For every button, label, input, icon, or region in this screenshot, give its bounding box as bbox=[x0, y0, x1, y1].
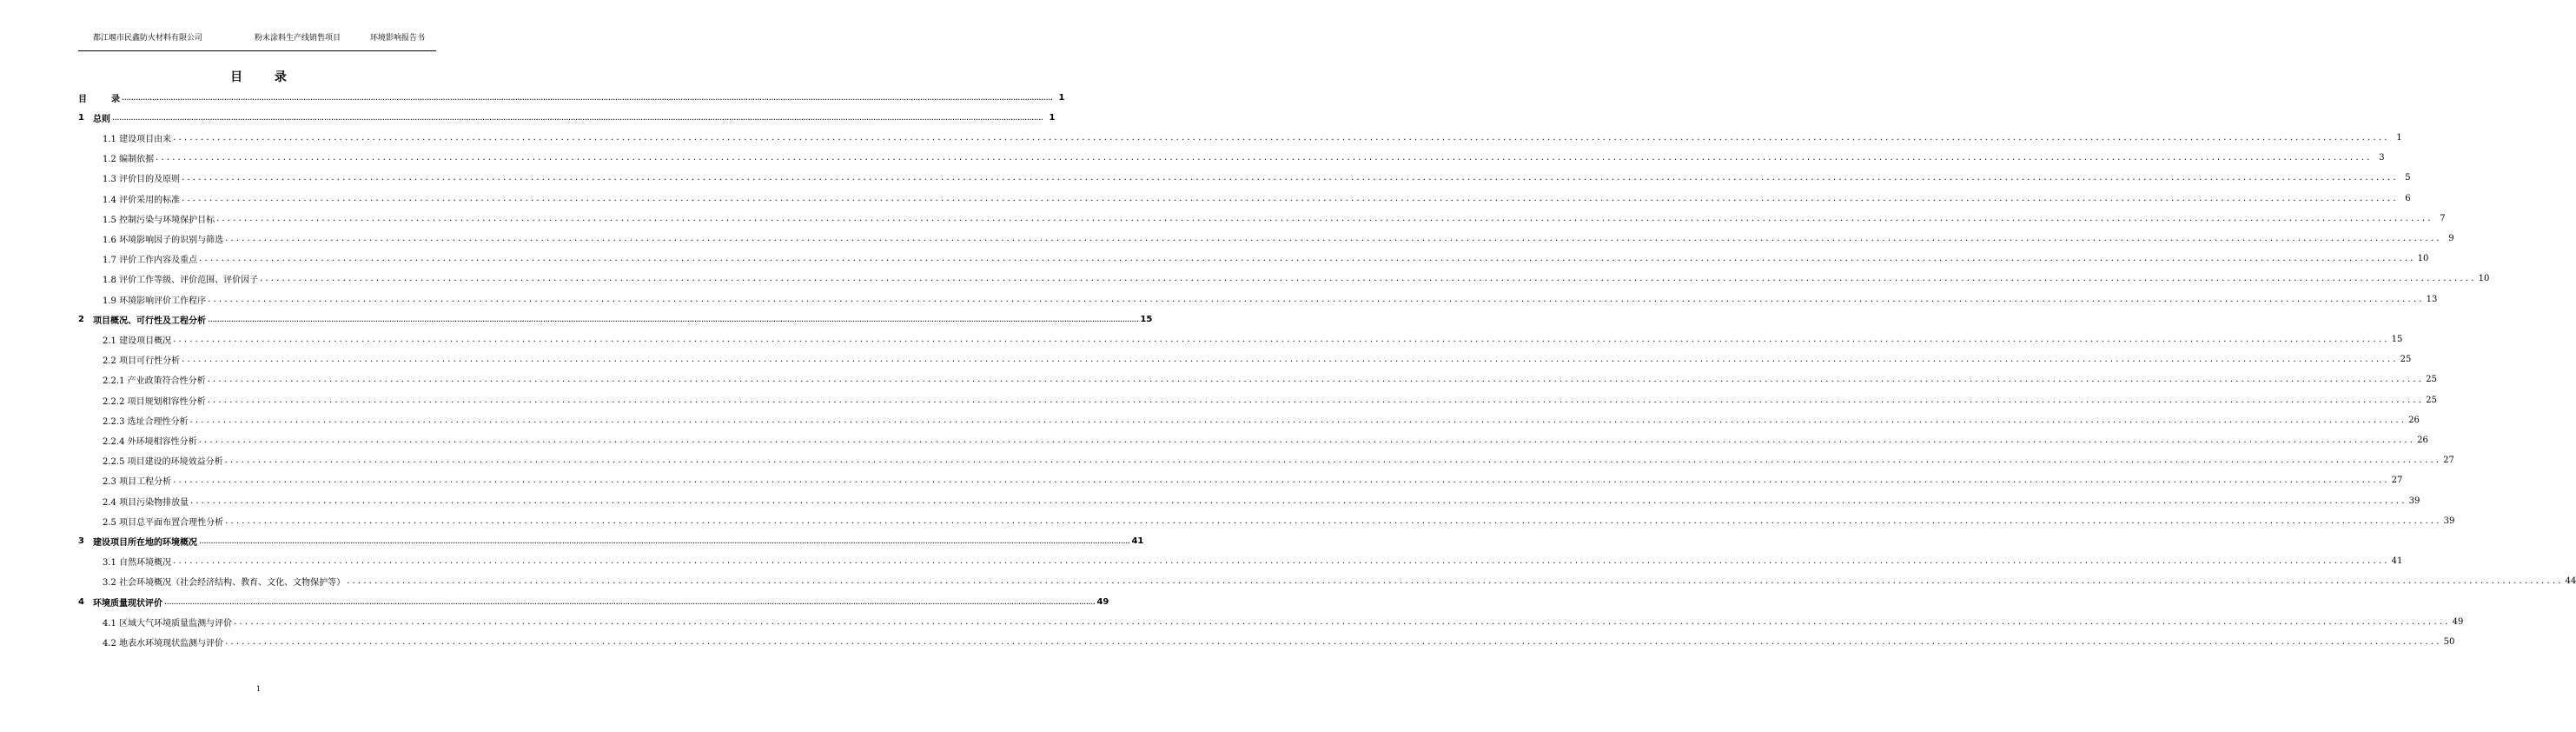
toc-leader-dots: ................................................................................................................................................................................................................................................................................................................................................................................................................ bbox=[208, 294, 2425, 304]
toc-leader-dots: ................................................................................................................................................................................................................................................................................................................................................................................................................ bbox=[173, 132, 2390, 143]
toc-entry[interactable] bbox=[78, 312, 1153, 326]
header-rule bbox=[78, 50, 436, 51]
toc-leader-dots: ................................................................................................................................................................................................................................................................................................................................................................................................................ bbox=[225, 636, 2442, 647]
toc-leader-dots: ................................................................................................................................................................................................................................................................................................................................................................................................................ bbox=[122, 92, 1053, 103]
toc-entry[interactable] bbox=[78, 130, 2402, 144]
toc-entry-page: 25 bbox=[2400, 355, 2412, 365]
toc-entry-page: 15 bbox=[1140, 314, 1153, 324]
toc-leader-dots: ................................................................................................................................................................................................................................................................................................................................................................................................................ bbox=[182, 173, 2399, 183]
toc-entry-page: 44 bbox=[2565, 576, 2576, 587]
toc-entry-page: 10 bbox=[2478, 274, 2490, 284]
toc-entry-label: 2.2 项目可行性分析 bbox=[103, 356, 181, 367]
toc-entry-label: 1.1 建设项目由来 bbox=[103, 134, 172, 144]
toc-leader-dots: ................................................................................................................................................................................................................................................................................................................................................................................................................ bbox=[207, 395, 2425, 405]
toc-entry[interactable] bbox=[78, 373, 2437, 387]
toc-entry[interactable] bbox=[78, 393, 2437, 407]
toc-title: 目 录 bbox=[230, 70, 301, 84]
toc-entry-label: 2.2.5 项目建设的环境效益分析 bbox=[103, 457, 223, 468]
toc-entry-page: 13 bbox=[2426, 294, 2438, 304]
toc-entry[interactable] bbox=[78, 454, 2454, 468]
toc-entry-label: 2.1 建设项目概况 bbox=[103, 336, 172, 346]
toc-leader-dots: ................................................................................................................................................................................................................................................................................................................................................................................................................ bbox=[207, 314, 1139, 324]
toc-leader-dots: ................................................................................................................................................................................................................................................................................................................................................................................................................ bbox=[207, 375, 2425, 385]
toc-leader-dots: ................................................................................................................................................................................................................................................................................................................................................................................................................ bbox=[224, 456, 2442, 466]
toc-entry-number: 1 bbox=[78, 112, 84, 123]
toc-entry-number: 3 bbox=[78, 536, 84, 546]
toc-entry[interactable] bbox=[78, 514, 2455, 528]
toc-entry-label: 1.3 评价目的及原则 bbox=[103, 175, 181, 185]
toc-entry[interactable] bbox=[78, 332, 2403, 346]
toc-entry-page: 1 bbox=[2396, 132, 2402, 143]
toc-entry-number: 目 bbox=[78, 94, 87, 104]
toc-leader-dots: ................................................................................................................................................................................................................................................................................................................................................................................................................ bbox=[173, 476, 2390, 486]
toc-leader-dots: ................................................................................................................................................................................................................................................................................................................................................................................................................ bbox=[190, 496, 2407, 506]
toc-entry[interactable] bbox=[78, 110, 1056, 124]
toc-entry[interactable] bbox=[78, 534, 1144, 548]
toc-leader-dots: ................................................................................................................................................................................................................................................................................................................................................................................................................ bbox=[189, 415, 2407, 425]
toc-entry-label: 2.4 项目污染物排放量 bbox=[103, 497, 189, 508]
toc-entry-page: 7 bbox=[2440, 213, 2446, 223]
toc-leader-dots: ................................................................................................................................................................................................................................................................................................................................................................................................................ bbox=[199, 254, 2416, 264]
toc-leader-dots: ................................................................................................................................................................................................................................................................................................................................................................................................................ bbox=[225, 233, 2442, 243]
header-company: 都江堰市民鑫防火材料有限公司 bbox=[93, 34, 203, 43]
toc-entry[interactable] bbox=[78, 555, 2403, 569]
toc-entry[interactable] bbox=[78, 494, 2420, 508]
toc-entry-page: 15 bbox=[2391, 334, 2403, 344]
toc-leader-dots: ................................................................................................................................................................................................................................................................................................................................................................................................................ bbox=[111, 112, 1043, 123]
toc-entry[interactable] bbox=[78, 595, 1109, 609]
toc-entry-label: 4.2 地表水环境现状监测与评价 bbox=[103, 638, 224, 649]
toc-entry[interactable] bbox=[78, 252, 2429, 266]
toc-entry[interactable] bbox=[78, 635, 2455, 649]
toc-leader-dots: ................................................................................................................................................................................................................................................................................................................................................................................................................ bbox=[182, 355, 2399, 365]
page-number: 1 bbox=[255, 685, 262, 693]
toc-entry-label: 2.2.3 选址合理性分析 bbox=[103, 416, 189, 427]
toc-entry[interactable] bbox=[78, 575, 2576, 589]
toc-leader-dots: ................................................................................................................................................................................................................................................................................................................................................................................................................ bbox=[156, 153, 2373, 163]
toc-entry[interactable] bbox=[78, 474, 2403, 488]
page-header bbox=[78, 31, 436, 43]
toc-entry[interactable] bbox=[78, 353, 2412, 367]
toc-entry-page: 27 bbox=[2391, 476, 2403, 486]
toc-entry-label: 1.5 控制污染与环境保护目标 bbox=[103, 215, 215, 225]
toc-entry-page: 9 bbox=[2448, 233, 2454, 243]
toc-entry-label: 2.2.4 外环境相容性分析 bbox=[103, 436, 197, 447]
toc-leader-dots: ................................................................................................................................................................................................................................................................................................................................................................................................................ bbox=[198, 536, 1130, 546]
toc-entry-page: 5 bbox=[2405, 173, 2411, 183]
toc-leader-dots: ................................................................................................................................................................................................................................................................................................................................................................................................................ bbox=[173, 334, 2390, 344]
toc-entry-number: 4 bbox=[78, 596, 84, 607]
toc-entry-label: 3.2 社会环境概况（社会经济结构、教育、文化、文物保护等） bbox=[103, 578, 346, 589]
toc-entry[interactable] bbox=[78, 615, 2464, 629]
toc-entry-page: 25 bbox=[2426, 375, 2437, 385]
toc-leader-dots: ................................................................................................................................................................................................................................................................................................................................................................................................................ bbox=[182, 193, 2399, 203]
toc-entry-label: 1.7 评价工作内容及重点 bbox=[103, 256, 198, 266]
toc-entry-page: 10 bbox=[2417, 254, 2429, 264]
toc-entry[interactable] bbox=[78, 191, 2411, 205]
toc-leader-dots: ................................................................................................................................................................................................................................................................................................................................................................................................................ bbox=[225, 516, 2442, 526]
toc-entry-label: 建设项目所在地的环境概况 bbox=[92, 537, 197, 548]
toc-entry[interactable] bbox=[78, 231, 2454, 245]
toc-entry-page: 27 bbox=[2443, 456, 2454, 466]
toc-entry-label: 1.8 评价工作等级、评价范围、评价因子 bbox=[103, 276, 259, 286]
toc-leader-dots: ................................................................................................................................................................................................................................................................................................................................................................................................................ bbox=[234, 616, 2451, 627]
toc-entry-page: 49 bbox=[1096, 596, 1109, 607]
toc-entry-label: 录 bbox=[111, 94, 120, 104]
toc-entry-page: 39 bbox=[2443, 516, 2455, 526]
toc-leader-dots: ................................................................................................................................................................................................................................................................................................................................................................................................................ bbox=[163, 596, 1096, 607]
toc-entry-label: 1.9 环境影响评价工作程序 bbox=[103, 296, 207, 306]
toc-entry-label: 2.2.2 项目规划相容性分析 bbox=[103, 396, 206, 407]
toc-entry-page: 41 bbox=[2391, 556, 2403, 567]
toc-entry-page: 3 bbox=[2379, 153, 2385, 163]
toc-entry[interactable] bbox=[78, 90, 1065, 104]
toc-entry-page: 41 bbox=[1131, 536, 1144, 546]
toc-entry-page: 1 bbox=[1058, 92, 1065, 103]
toc-entry[interactable] bbox=[78, 151, 2385, 165]
toc-entry-page: 26 bbox=[2408, 415, 2420, 425]
toc-entry-label: 1.2 编制依据 bbox=[103, 155, 155, 165]
toc-entry-page: 6 bbox=[2405, 193, 2411, 203]
toc-entry[interactable] bbox=[78, 433, 2428, 447]
toc-entry-number: 2 bbox=[78, 314, 84, 324]
toc-entry[interactable] bbox=[78, 211, 2446, 225]
toc-entry-label: 2.3 项目工程分析 bbox=[103, 477, 172, 488]
toc-entry-page: 26 bbox=[2417, 435, 2428, 445]
toc-entry-page: 39 bbox=[2408, 496, 2420, 506]
toc-entry-label: 1.6 环境影响因子的识别与筛选 bbox=[103, 235, 224, 245]
toc-entry-page: 25 bbox=[2426, 395, 2437, 405]
toc-entry-label: 环境质量现状评价 bbox=[92, 598, 162, 609]
toc-leader-dots: ................................................................................................................................................................................................................................................................................................................................................................................................................ bbox=[260, 274, 2477, 284]
toc-entry[interactable] bbox=[78, 272, 2490, 286]
toc-entry-label: 总则 bbox=[92, 114, 110, 124]
toc-entry-page: 49 bbox=[2452, 616, 2464, 627]
toc-entry-label: 4.1 区域大气环境质量监测与评价 bbox=[103, 618, 233, 629]
toc-leader-dots: ................................................................................................................................................................................................................................................................................................................................................................................................................ bbox=[198, 435, 2416, 445]
toc-leader-dots: ................................................................................................................................................................................................................................................................................................................................................................................................................ bbox=[347, 576, 2564, 587]
toc-entry-page: 50 bbox=[2443, 636, 2455, 647]
toc-entry[interactable] bbox=[78, 292, 2438, 306]
toc-leader-dots: ................................................................................................................................................................................................................................................................................................................................................................................................................ bbox=[173, 556, 2390, 567]
header-project: 粉末涂料生产线销售项目 bbox=[255, 34, 341, 43]
toc-entry-label: 项目概况、可行性及工程分析 bbox=[92, 316, 206, 326]
header-doc-type: 环境影响报告书 bbox=[370, 34, 426, 43]
toc-entry[interactable] bbox=[78, 413, 2420, 427]
toc-entry[interactable] bbox=[78, 171, 2411, 185]
toc-entry-label: 2.5 项目总平面布置合理性分析 bbox=[103, 517, 224, 528]
toc-entry-page: 1 bbox=[1049, 112, 1056, 123]
toc-entry-label: 2.2.1 产业政策符合性分析 bbox=[103, 376, 206, 387]
toc-entry-label: 3.1 自然环境概况 bbox=[103, 558, 172, 569]
toc-entry-label: 1.4 评价采用的标准 bbox=[103, 195, 181, 205]
toc-leader-dots: ................................................................................................................................................................................................................................................................................................................................................................................................................ bbox=[216, 213, 2434, 223]
